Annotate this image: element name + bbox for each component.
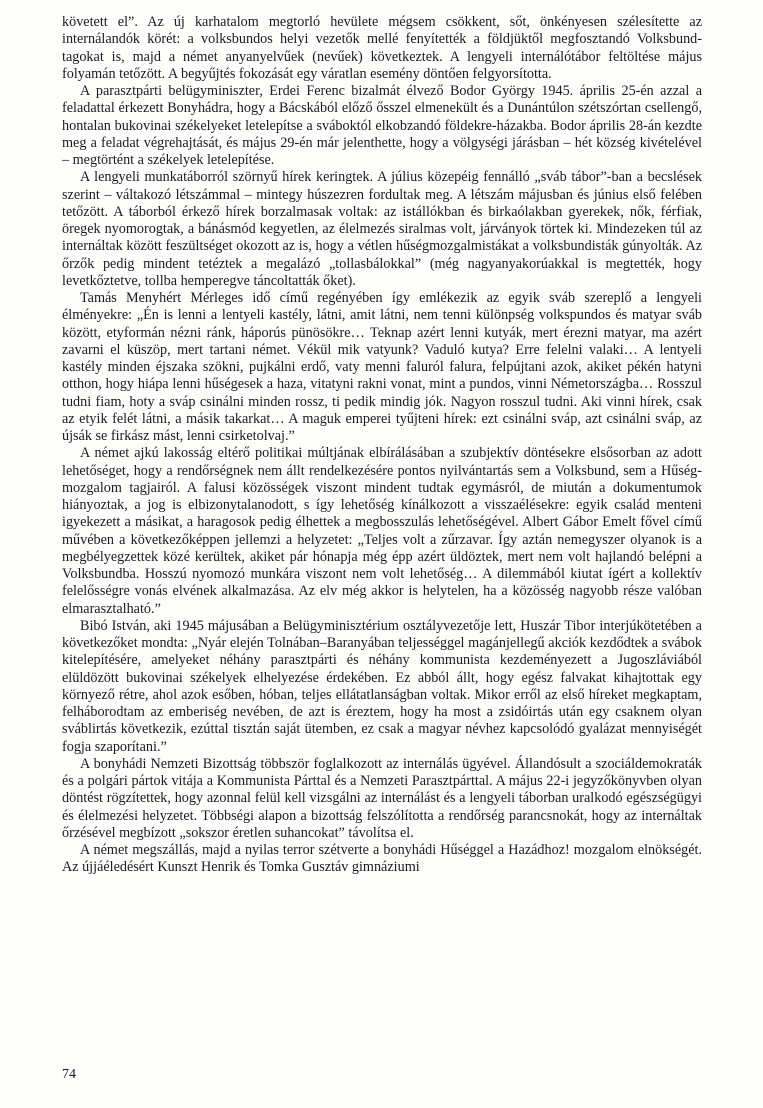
body-text xyxy=(62,14,702,877)
paragraph-tamas-menyhert: Tamás Menyhért Mérleges idő című regényében így emlékezik az egyik sváb szereplő a lengyeli élményekre: „Én is lenni a lentyeli kastély, látni, amit látni, nem tenni különpség volkspundos és matyar sváb között, etyformán nézni ránk, háporús pünösökre… Teknap azért lenni kutyák, mert érezni matyar, ma azért zavarni el küszöp, mert tartani német. Vékül mik vatyunk? Vaduló kutya? Erre felelni valaki… A lentyeli kastély minden éjszaka szökni, pujkálni erdő, vaty menni faluról falura, felpújtani azok, akiket pékén hatyni otthon, hogy hiápa lenni hűségesek a haza, vitatyni rakni vonat, mint a pundos, vinni Németországba… Rosszul tudni fiam, hoty a sváp csinálni minden rossz, ti pedik mindig jók. Nagyon rosszul tudni. Aki vinni hírek, csak az etyik felét látni, a másik takarkat… A maguk emperei tyűjteni hírek: ezt csinálni sváp, azt csinálni sváp, az újsák se firkász mást, lenni csirketolvaj.” xyxy=(62,290,702,444)
paragraph-bodor: A parasztpárti belügyminiszter, Erdei Ferenc bizalmát élvező Bodor György 1945. április 25-én azzal a feladattal érkezett Bonyhádra, hogy a Bácskából előző ősszel elmenekült és a Dunántúlon szétszórtan csellengő, hontalan bukovinai székelyeket letelepítse a sváboktól elkobzandó földekre-házakba. Bodor április 28-án kezdte meg a feladat végrehajtását, és május 29-én már jelenthette, hogy a völgységi járásban – hét község kivételével – megtörtént a székelyek letelepítése. xyxy=(62,83,702,168)
page-number: 74 xyxy=(62,1067,76,1082)
paragraph-national-committee: A bonyhádi Nemzeti Bizottság többször foglalkozott az internálás ügyével. Állandósult a szociáldemokraták és a polgári pártok vitája a Kommunista Párttal és a Nemzeti Parasztpárttal. A május 22-i jegyzőkönyvben olyan döntést rögzítettek, hogy azonnal felül kell vizsgálni az internálást és a lengyeli táborban uralkodó egészségügyi és élelmezési helyzetet. Többségi alapon a bizottság felszólította a rendőrség parancsnokát, hogy az internáltak őrzésével megbízott „sokszor éretlen suhancokat” távolítsa el. xyxy=(62,755,702,841)
paragraph-lengyel-camp: A lengyeli munkatáborról szörnyű hírek keringtek. A július közepéig fennálló „sváb tábor”-ban a becslések szerint – váltakozó létszámmal – mintegy húszezren fordultak meg. A létszám májusban és június első felében tetőzött. A táborból érkező hírek borzalmasak voltak: az istállókban és birkaólakban gyerekek, nők, férfiak, öregek nyomorogtak, a bánásmód kegyetlen, az élelmezés siralmas volt, járványok törtek ki. Mindezeken túl az internáltak között feszültséget okozott az is, hogy a vétlen hűségmozgalmistákat a volksbundisták gúnyolták. Az őrzők pedig mindent tetéztek a megalázó „tollasbálokkal” (még nagyanyakorúakkal is megtették, hogy levetkőztetve, tollba hemperegve táncoltatták őket). xyxy=(62,169,702,289)
paragraph-continuation: követett el”. Az új karhatalom megtorló hevülete mégsem csökkent, sőt, önkényesen szélesítette az internálandók körét: a volksbundos helyi vezetők mellé fenyítették a földjüktől megfosztandó Volksbund-tagokat is, majd a német anyanyelvűek (nevűek) következtek. A lengyeli internálótábor feltöltése május folyamán tetőzött. A begyűjtés fokozását egy váratlan esemény döntően felgyorsította. xyxy=(62,14,702,82)
paragraph-german-occupation: A német megszállás, majd a nyilas terror szétverte a bonyhádi Hűséggel a Hazádhoz! mozgalom elnökségét. Az újjáéledésért Kunszt Henrik és Tomka Gusztáv gimnáziumi xyxy=(62,842,702,876)
paragraph-bibo-istvan: Bibó István, aki 1945 májusában a Belügyminisztérium osztályvezetője lett, Huszár Tibor interjúkötetében a következőket mondta: „Nyár elején Tolnában–Baranyában teljességgel magánjellegű akciók kezdődtek a svábok kitelepítésére, amelyeket néhány parasztpárti és néhány kommunista kezdeményezett a Jugoszláviából elüldözött bukovinai székelyek elhelyezése érdekében. Ez abból állt, hogy egész falvakat kihajtottak egy környező rétre, ahol azok esőben, hóban, teljes ellátatlanságban voltak. Mikor erről az első híreket megkaptam, felháborodtam az emberiség nevében, de azt is éreztem, hogy ha most a zsidóirtás után egy csaknem olyan sváblirtás következik, ezúttal tisztán saját ütemben, ez csak a magyar névhez kapcsolódó gyalázat mennyiségét fogja szaporítani.” xyxy=(62,617,702,755)
paragraph-political-past: A német ajkú lakosság eltérő politikai múltjának elbírálásában a szubjektív döntésekre elsősorban az adott lehetőséget, hogy a rendőrségnek nem állt rendelkezésére pontos nyilvántartás sem a Volksbund, sem a Hűség-mozgalom tagjairól. A falusi közösségek viszont mindent tudtak egymásról, de miután a dokumentumok hiányoztak, a jog is elbizonytalanodott, s így lehetőség kínálkozott a visszaélésekre: egyik család menteni igyekezett a másikat, a haragosok pedig élhettek a megbosszulás lehetőségével. Albert Gábor Emelt fővel című művében a következőképpen jellemzi a helyzetet: „Teljes volt a zűrzavar. Így aztán nemegyszer olyanok is a megbélyegzettek közé kerültek, akiket pár hónapja még épp azért üldöztek, mert nem volt hajlandó belépni a Volksbundba. Hosszú nyomozó munkára viszont nem volt lehetőség… A dilemmából kiutat ígért a kollektív felelősségre vonás elvének alkalmazása. Az elv még akkor is helytelen, ha a közösség nagyobb része valóban elmarasztalható.” xyxy=(62,445,702,617)
